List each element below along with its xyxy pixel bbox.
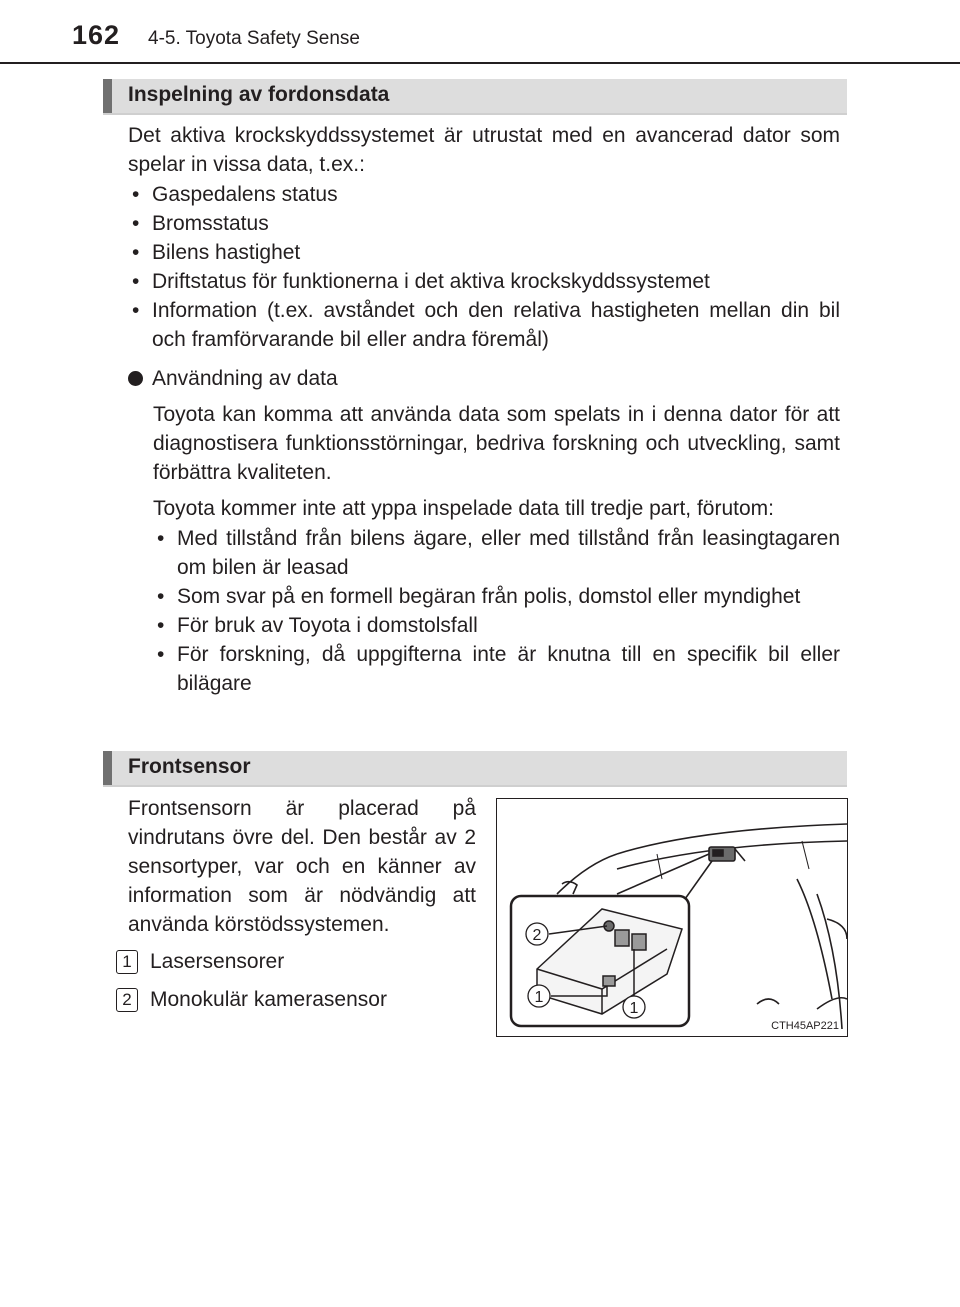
chapter-title: 4-5. Toyota Safety Sense xyxy=(148,28,360,49)
front-sensor-illustration xyxy=(496,798,848,1037)
section-heading-label: Frontsensor xyxy=(128,755,251,778)
list-item: • Med tillstånd från bilens ägare, eller med tillstånd från leasingtagaren om bilen är leasad xyxy=(153,524,840,582)
disclosure-list xyxy=(153,524,840,698)
usage-heading xyxy=(128,364,338,393)
section-heading-recording xyxy=(103,79,847,115)
callout-1: 1 xyxy=(629,1000,639,1017)
page-number: 162 xyxy=(72,20,121,50)
legend-item-camera xyxy=(116,985,387,1014)
windshield-drawing xyxy=(497,799,847,1036)
disclosure-paragraph: Toyota kommer inte att yppa inspelade data till tredje part, förutom: xyxy=(153,497,774,520)
header-rule xyxy=(0,62,960,64)
list-item: • Som svar på en formell begäran från polis, domstol eller myndighet xyxy=(153,582,840,611)
list-item: • Information (t.ex. avståndet och den relativa hastigheten mellan din bil och framförvarande bil eller andra föremål) xyxy=(128,296,840,354)
figure-code: CTH45AP221 xyxy=(771,1020,839,1032)
section-heading-frontsensor xyxy=(103,751,847,787)
section-heading-tab xyxy=(103,751,112,785)
usage-heading-label: Användning av data xyxy=(152,367,338,390)
legend-number: 1 xyxy=(116,950,138,974)
section-heading-label: Inspelning av fordonsdata xyxy=(128,83,390,106)
section-heading-tab xyxy=(103,79,112,113)
callout-1: 1 xyxy=(534,989,544,1006)
callout-2: 2 xyxy=(532,927,542,944)
list-item: • Bilens hastighet xyxy=(128,238,840,267)
usage-paragraph: Toyota kan komma att använda data som spelats in i denna dator för att diagnostisera funktionsstörningar, bedriva forskning och utveckling, samt förbättra kvaliteten. xyxy=(153,403,840,484)
legend-label: Lasersensorer xyxy=(150,950,285,973)
frontsensor-paragraph: Frontsensorn är placerad på vindrutans övre del. Den består av 2 sensortyper, var och en känner av information som är nödvändig att använda körstödssystemen. xyxy=(128,797,476,936)
list-item: • Bromsstatus xyxy=(128,209,840,238)
intro-paragraph: Det aktiva krockskyddssystemet är utrustat med en avancerad dator som spelar in vissa data, t.ex.: xyxy=(128,124,840,176)
list-item: • För forskning, då uppgifterna inte är knutna till en specifik bil eller bilägare xyxy=(153,640,840,698)
legend-item-laser xyxy=(116,947,284,976)
bullet-dot-icon xyxy=(128,371,143,386)
legend-number: 2 xyxy=(116,988,138,1012)
recorded-data-list xyxy=(128,180,840,354)
list-item: • Driftstatus för funktionerna i det aktiva krockskyddssystemet xyxy=(128,267,840,296)
list-item: • För bruk av Toyota i domstolsfall xyxy=(153,611,840,640)
list-item: • Gaspedalens status xyxy=(128,180,840,209)
legend-label: Monokulär kamerasensor xyxy=(150,988,387,1011)
